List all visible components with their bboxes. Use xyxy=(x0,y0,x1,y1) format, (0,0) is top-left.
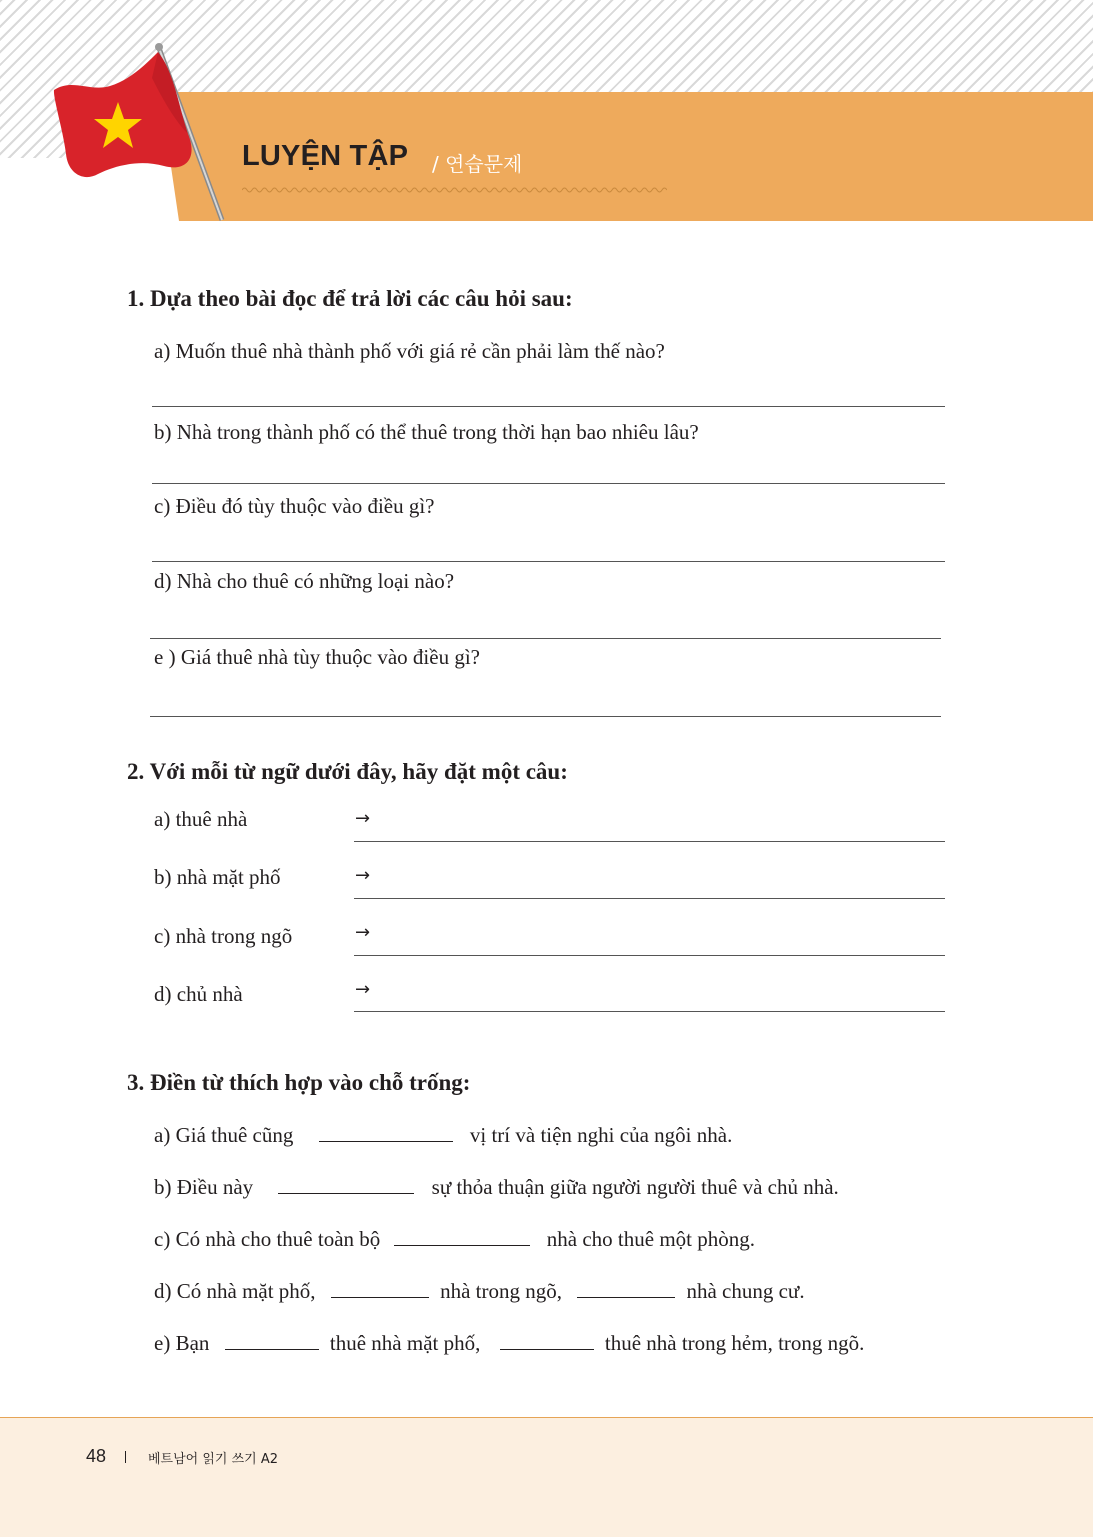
section2-item-c: c) nhà trong ngõ xyxy=(154,924,293,948)
section2-item-a: a) thuê nhà xyxy=(154,807,248,831)
section3-item-b xyxy=(154,1173,839,1200)
section3-item-b-text: b) Điều này xyxy=(154,1175,254,1199)
blank-field[interactable] xyxy=(225,1329,319,1350)
section3-item-d xyxy=(154,1277,805,1304)
section3-title: 3. Điền từ thích hợp vào chỗ trống: xyxy=(127,1070,471,1095)
blank-field[interactable] xyxy=(331,1277,429,1298)
section2-answer-line-c[interactable] xyxy=(354,955,945,956)
section3-item-e-text-3: thuê nhà trong hẻm, trong ngõ. xyxy=(604,1331,865,1355)
title-wavy-underline xyxy=(242,185,667,195)
vietnam-flag-icon xyxy=(46,42,236,227)
section1-answer-line-c[interactable] xyxy=(152,561,945,562)
section1-answer-line-b[interactable] xyxy=(152,483,945,484)
section2-item-d: d) chủ nhà xyxy=(154,982,243,1006)
section3-item-c xyxy=(154,1225,755,1252)
section3-item-d-text-2: nhà trong ngõ, xyxy=(440,1279,562,1303)
section3-item-c-text: c) Có nhà cho thuê toàn bộ xyxy=(154,1227,381,1251)
page-subtitle: / 연습문제 xyxy=(432,152,523,176)
section1-answer-line-d[interactable] xyxy=(150,638,941,639)
section3-item-a-text: a) Giá thuê cũng xyxy=(154,1123,294,1147)
blank-field[interactable] xyxy=(394,1225,530,1246)
book-title: 베트남어 읽기 쓰기 A2 xyxy=(148,1452,279,1467)
section3-item-d-text-3: nhà chung cư. xyxy=(686,1279,805,1303)
blank-field[interactable] xyxy=(278,1173,414,1194)
section1-question-a: a) Muốn thuê nhà thành phố với giá rẻ cần phải làm thế nào? xyxy=(154,339,665,363)
section2-answer-line-d[interactable] xyxy=(354,1011,945,1012)
section3-item-b-text-2: sự thỏa thuận giữa người người thuê và chủ nhà. xyxy=(431,1175,839,1199)
arrow-icon: → xyxy=(355,922,371,943)
section2-item-b: b) nhà mặt phố xyxy=(154,865,281,889)
arrow-icon: → xyxy=(355,865,371,886)
section2-title: 2. Với mỗi từ ngữ dưới đây, hãy đặt một câu: xyxy=(127,759,568,784)
footer-divider xyxy=(125,1451,126,1463)
section3-item-e-text-2: thuê nhà mặt phố, xyxy=(329,1331,481,1355)
section2-answer-line-b[interactable] xyxy=(354,898,945,899)
section3-item-a-text-2: vị trí và tiện nghi của ngôi nhà. xyxy=(469,1123,733,1147)
page-number: 48 xyxy=(86,1446,107,1466)
section3-item-e xyxy=(154,1329,864,1356)
arrow-icon: → xyxy=(355,979,371,1000)
section3-item-a xyxy=(154,1121,732,1148)
blank-field[interactable] xyxy=(319,1121,453,1142)
section1-title: 1. Dựa theo bài đọc để trả lời các câu hỏi sau: xyxy=(127,286,573,311)
section1-question-e: e ) Giá thuê nhà tùy thuộc vào điều gì? xyxy=(154,645,480,669)
section2-answer-line-a[interactable] xyxy=(354,841,945,842)
blank-field[interactable] xyxy=(500,1329,594,1350)
section3-item-e-text: e) Bạn xyxy=(154,1331,210,1355)
page-title: LUYỆN TẬP xyxy=(242,140,409,172)
section1-question-c: c) Điều đó tùy thuộc vào điều gì? xyxy=(154,494,435,518)
page-footer xyxy=(0,1417,1093,1537)
section1-question-b: b) Nhà trong thành phố có thể thuê trong thời hạn bao nhiêu lâu? xyxy=(154,420,699,444)
blank-field[interactable] xyxy=(577,1277,675,1298)
section1-answer-line-e[interactable] xyxy=(150,716,941,717)
section3-item-d-text: d) Có nhà mặt phố, xyxy=(154,1279,316,1303)
section1-answer-line-a[interactable] xyxy=(152,406,945,407)
arrow-icon: → xyxy=(355,808,371,829)
section1-question-d: d) Nhà cho thuê có những loại nào? xyxy=(154,569,455,593)
section3-item-c-text-2: nhà cho thuê một phòng. xyxy=(546,1227,755,1251)
